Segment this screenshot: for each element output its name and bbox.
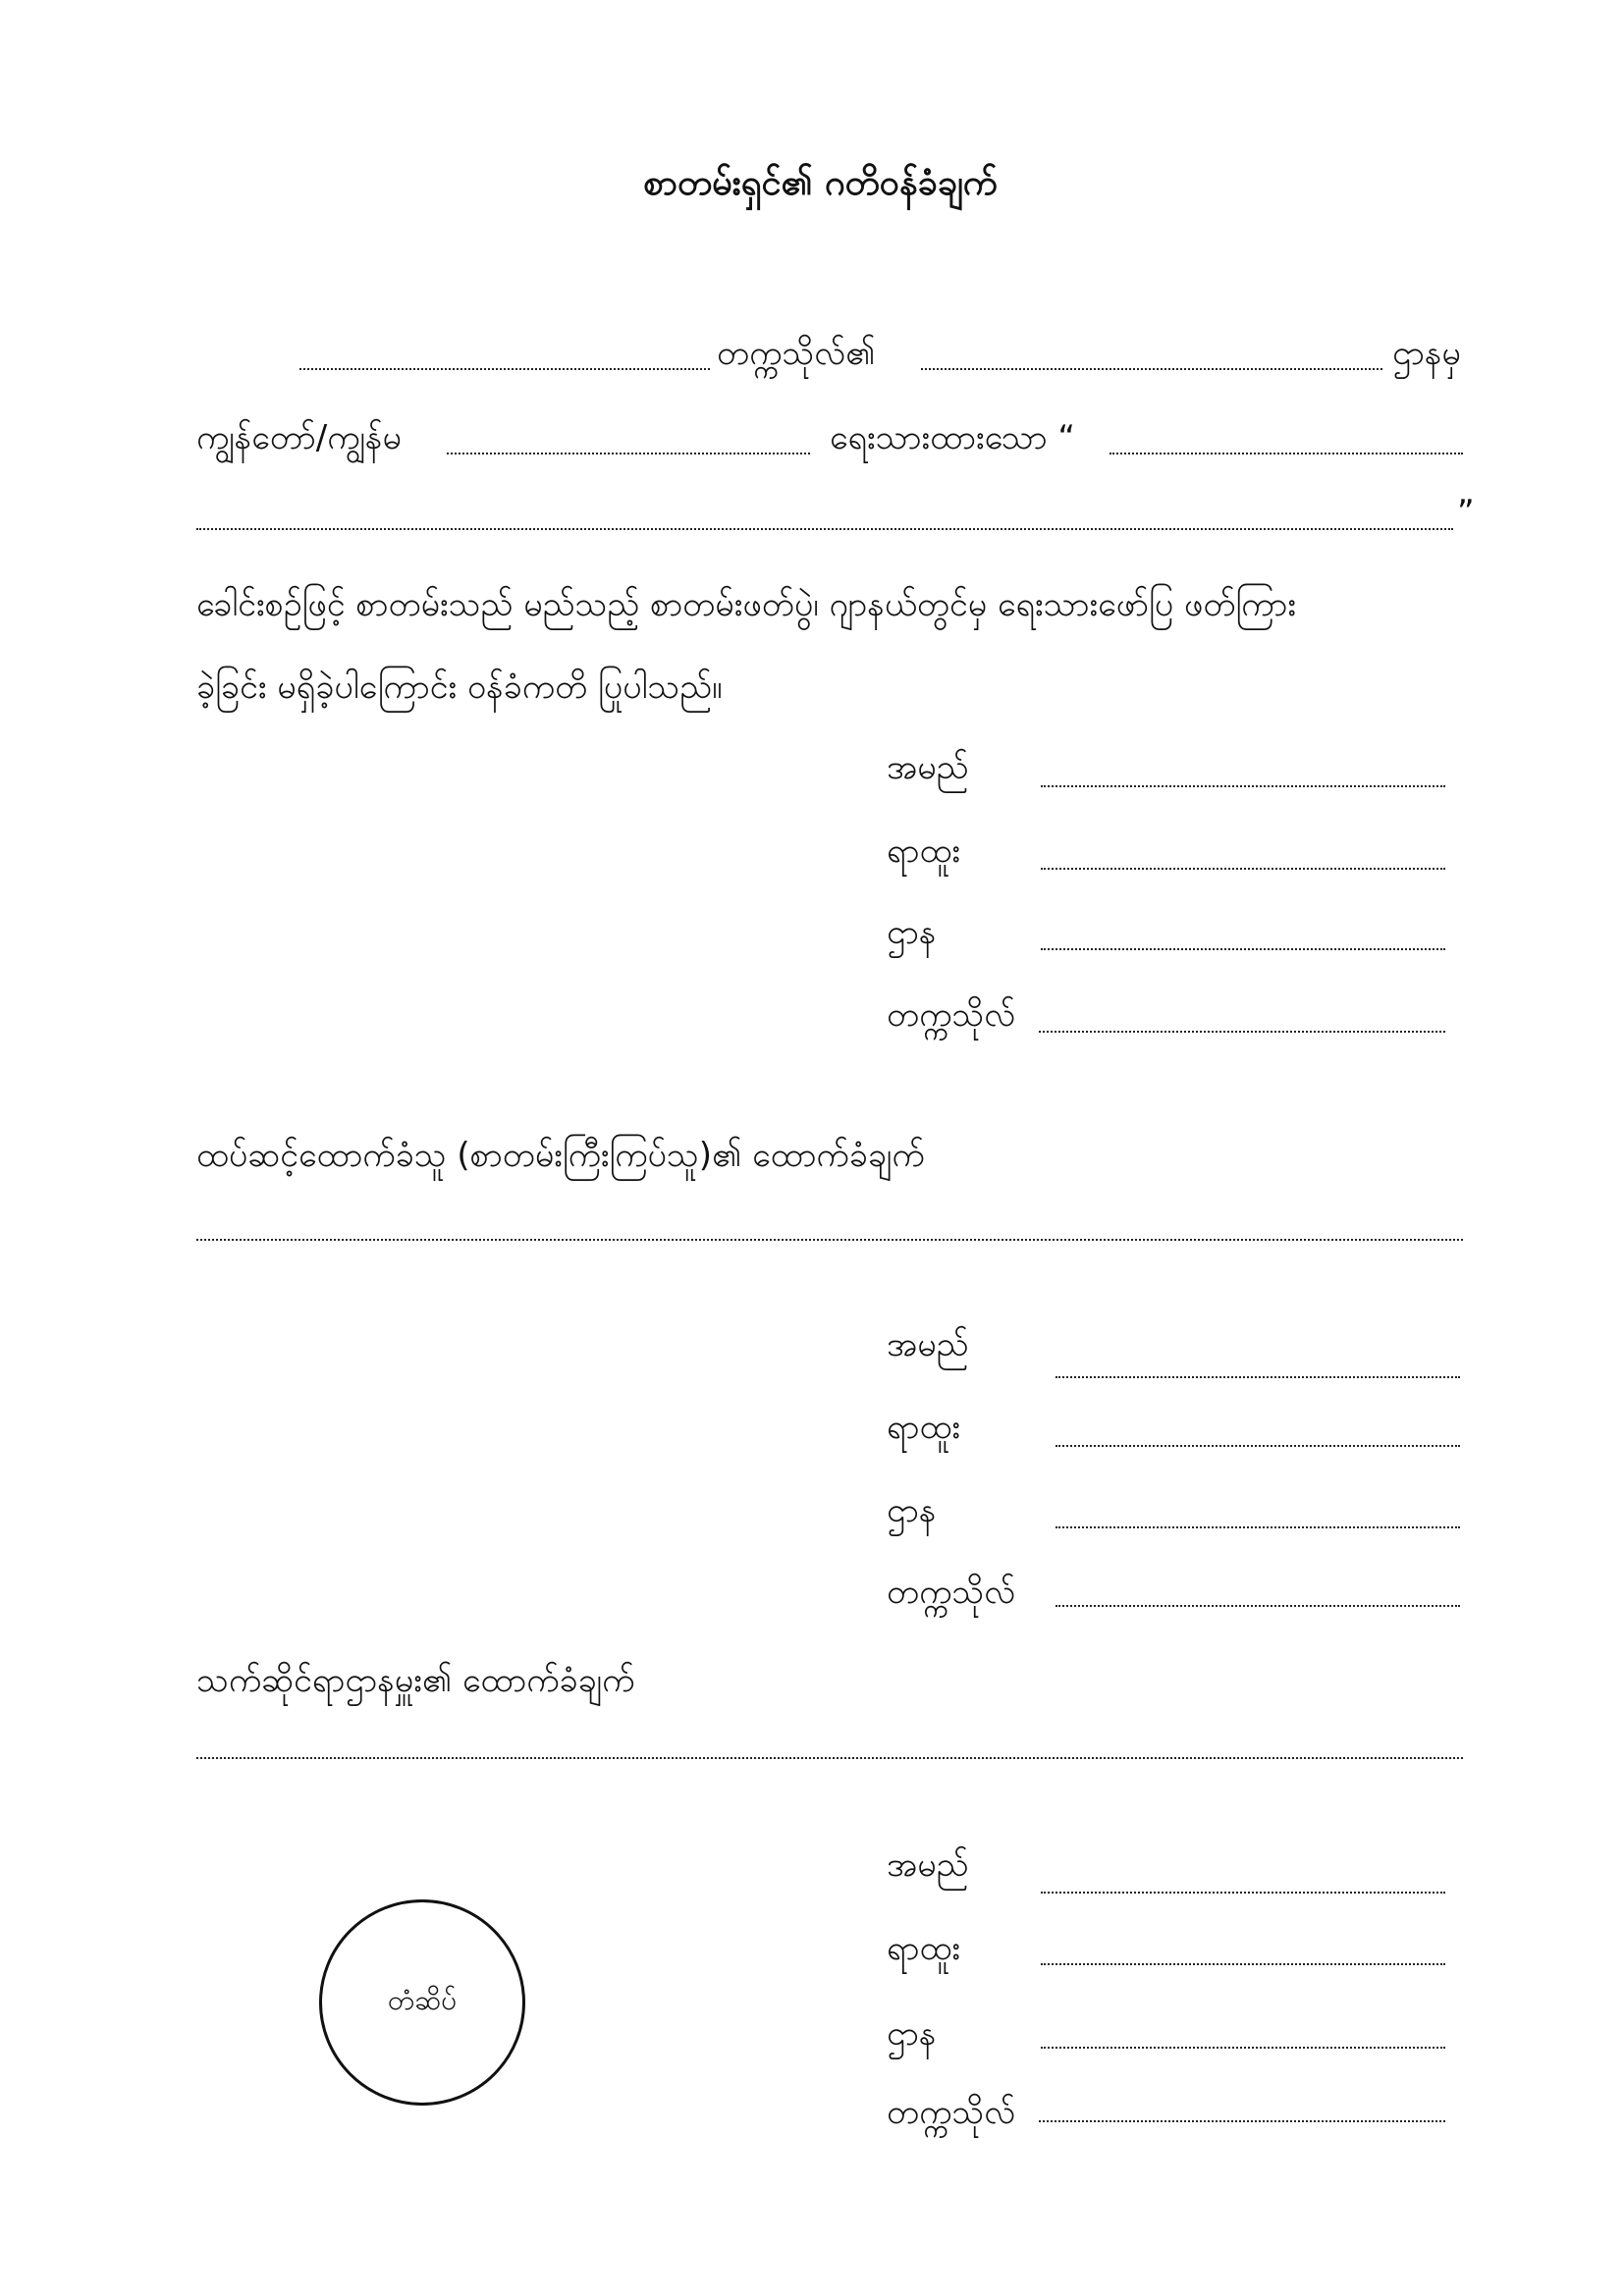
head-university-blank[interactable] xyxy=(1039,2120,1445,2122)
seal-label: တံဆိပ် xyxy=(387,1984,458,2016)
paper-title-blank-1[interactable] xyxy=(1110,453,1463,454)
signer-rank-blank[interactable] xyxy=(1041,868,1445,870)
close-quote: ” xyxy=(1457,493,1475,532)
supervisor-dept-label: ဌာန xyxy=(887,1491,937,1530)
head-recommendation-blank[interactable] xyxy=(196,1757,1463,1759)
author-blank[interactable] xyxy=(447,453,810,454)
university-label: တက္ကသိုလ်၏ xyxy=(717,334,876,373)
supervisor-university-label: တက္ကသိုလ် xyxy=(887,1573,1016,1612)
signer-dept-label: ဌာန xyxy=(887,913,937,952)
head-name-label: အမည် xyxy=(887,1845,969,1885)
signer-dept-blank[interactable] xyxy=(1041,948,1445,950)
signer-name-blank[interactable] xyxy=(1041,785,1445,787)
supervisor-heading: ထပ်ဆင့်ထောက်ခံသူ (စာတမ်းကြီးကြပ်သူ)၏ ထောက်ခံချက် xyxy=(196,1136,925,1175)
declaration-line-1: ခေါင်းစဉ်ဖြင့် စာတမ်းသည် မည်သည့် စာတမ်းဖတ်ပွဲ၊ ဂျာနယ်တွင်မှ ရေးသားဖော်ပြ ဖတ်ကြား xyxy=(196,585,1297,624)
written-label: ရေးသားထားသော “ xyxy=(830,418,1075,457)
author-label: ကျွန်တော်/ကျွန်မ xyxy=(196,418,402,457)
paper-title-blank-2[interactable] xyxy=(196,528,1453,530)
supervisor-university-blank[interactable] xyxy=(1056,1605,1460,1607)
supervisor-name-label: အမည် xyxy=(887,1325,969,1364)
supervisor-dept-blank[interactable] xyxy=(1056,1526,1460,1528)
supervisor-rank-blank[interactable] xyxy=(1056,1445,1460,1447)
head-university-label: တက္ကသိုလ် xyxy=(887,2093,1016,2132)
department-blank[interactable] xyxy=(921,368,1382,370)
head-dept-blank[interactable] xyxy=(1041,2047,1445,2049)
head-rank-label: ရာထူး xyxy=(887,1929,961,1968)
head-of-department-heading: သက်ဆိုင်ရာဌာနမှူး၏ ထောက်ခံချက် xyxy=(196,1661,635,1700)
signer-university-blank[interactable] xyxy=(1039,1031,1445,1033)
supervisor-recommendation-blank[interactable] xyxy=(196,1239,1463,1241)
head-rank-blank[interactable] xyxy=(1041,1963,1445,1965)
signer-rank-label: ရာထူး xyxy=(887,831,961,871)
signer-university-label: တက္ကသိုလ် xyxy=(887,995,1016,1035)
signer-name-label: အမည် xyxy=(887,748,969,787)
head-name-blank[interactable] xyxy=(1041,1892,1445,1894)
declaration-line-2: ခဲ့ခြင်း မရှိခဲ့ပါကြောင်း ဝန်ခံကတိ ပြုပါသည်။ xyxy=(196,667,723,707)
head-dept-label: ဌာန xyxy=(887,2014,937,2054)
supervisor-name-blank[interactable] xyxy=(1056,1376,1460,1378)
university-blank[interactable] xyxy=(299,368,710,370)
supervisor-rank-label: ရာထူး xyxy=(887,1408,961,1447)
page-title: စာတမ်းရှင်၏ ဂတိဝန်ခံချက် xyxy=(643,163,998,203)
official-seal-circle xyxy=(319,1899,525,2106)
department-label: ဌာနမှ xyxy=(1392,334,1461,373)
